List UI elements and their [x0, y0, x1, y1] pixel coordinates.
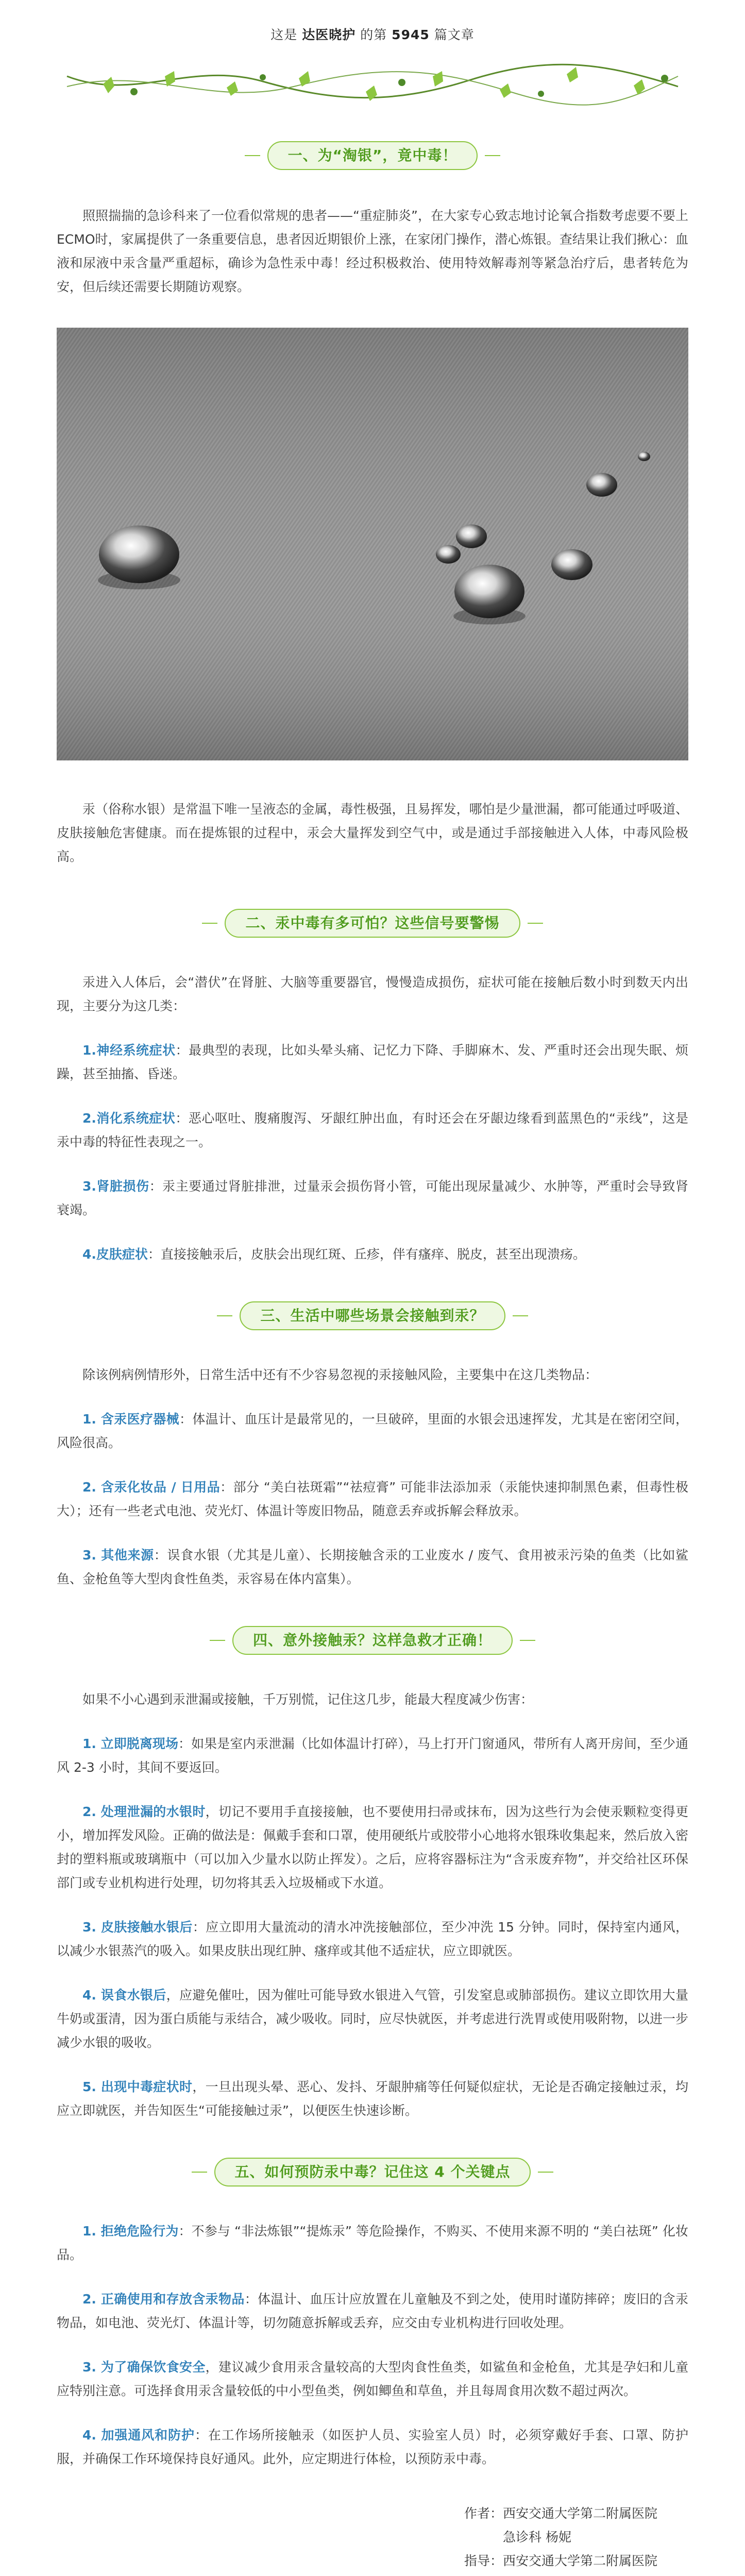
section-5-item-4: 4. 加强通风和防护：在工作场所接触汞（如医护人员、实验室人员）时，必须穿戴好手套、口罩、防护服，并确保工作环境保持良好通风。此外，应定期进行体检，以预防汞中毒。: [57, 2428, 688, 2466]
section-5-heading: 五、如何预防汞中毒？记住这 4 个关键点: [214, 2158, 531, 2187]
section-1-title: [57, 137, 688, 174]
section-2-item-2: 2.消化系统症状：恶心呕吐、腹痛腹泻、牙龈红肿出血，有时还会在牙龈边缘看到蓝黑色的“汞线”，这是汞中毒的特征性表现之一。: [57, 1111, 688, 1149]
credit-row: 急诊科 杨妮: [503, 2530, 571, 2545]
section-4-item-3: 3. 皮肤接触水银后：应立即用大量流动的清水冲洗接触部位，至少冲洗 15 分钟。同时，保持室内通风，以减少水银蒸汽的吸入。如果皮肤出现红肿、瘙痒或其他不适症状，应立即就医。: [57, 1920, 688, 1958]
section-4-item-5: 5. 出现中毒症状时，一旦出现头晕、恶心、发抖、牙龈肿痛等任何疑似症状，无论是否确定接触过汞，均应立即就医，并告知医生“可能接触过汞”，以便医生快速诊断。: [57, 2079, 688, 2118]
section-2-item-3: 3.肾脏损伤：汞主要通过肾脏排泄，过量汞会损伤肾小管，可能出现尿量减少、水肿等，严重时会导致肾衰竭。: [57, 1179, 688, 1217]
section-4-item-1: 1. 立即脱离现场：如果是室内汞泄漏（比如体温计打碎），马上打开门窗通风，带所有人离开房间，至少通风 2-3 小时，其间不要返回。: [57, 1736, 688, 1775]
section-5-item-3: 3. 为了确保饮食安全，建议减少食用汞含量较高的大型肉食性鱼类，如鲨鱼和金枪鱼，尤其是孕妇和儿童应特别注意。可选择食用汞含量较低的中小型鱼类，例如鲫鱼和草鱼，并且每周食用次数不超过两次。: [57, 2360, 688, 2398]
section-5-item-2: 2. 正确使用和存放含汞物品：体温计、血压计应放置在儿童触及不到之处，使用时谨防摔碎；废旧的含汞物品，如电池、荧光灯、体温计等，切勿随意拆解或丢弃，应交由专业机构进行回收处理。: [57, 2292, 688, 2330]
section-2: [57, 905, 688, 1266]
title-dot-right: [485, 155, 500, 156]
section-1: [57, 137, 688, 869]
account-name: 达医晓护: [302, 27, 356, 42]
section-3-intro: 除该例病例情形外，日常生活中还有不少容易忽视的汞接触风险，主要集中在这几类物品：: [82, 1367, 598, 1382]
section-4-item-4: 4. 误食水银后，应避免催吐，因为催吐可能导致水银进入气管，引发窒息或肺部损伤。建议立即饮用大量牛奶或蛋清，因为蛋白质能与汞结合，减少吸收。同时，应尽快就医，并考虑进行洗胃或使用吸附物，以进一步减少水银的吸收。: [57, 1988, 688, 2050]
section-2-title: [57, 905, 688, 942]
section-3-title: [57, 1297, 688, 1334]
section-3-heading: 三、生活中哪些场景会接触到汞？: [240, 1301, 505, 1330]
section-3-item-1: 1. 含汞医疗器械：体温计、血压计是最常见的，一旦破碎，里面的水银会迅速挥发，尤其是在密闭空间，风险很高。: [57, 1412, 688, 1450]
section-3-item-3: 3. 其他来源：误食水银（尤其是儿童）、长期接触含汞的工业废水 / 废气、食用被汞污染的鱼类（比如鲨鱼、金枪鱼等大型肉食性鱼类，汞容易在体内富集）。: [57, 1548, 688, 1586]
section-4-title: [57, 1622, 688, 1659]
mercury-droplets-photo: [57, 328, 688, 760]
section-4-item-2: 2. 处理泄漏的水银时，切记不要用手直接接触，也不要使用扫帚或抹布，因为这些行为会使汞颗粒变得更小，增加挥发风险。正确的做法是：佩戴手套和口罩，使用硬纸片或胶带小心地将水银珠收集起来，然后放入密封的塑料瓶或玻璃瓶中（可以加入少量水以防止挥发）。之后，应将容器标注为“含汞废弃物”，并交给社区环保部门或专业机构进行处理，切勿将其丢入垃圾桶或下水道。: [57, 1804, 688, 1890]
section-1-paragraph: 照照揣揣的急诊科来了一位看似常规的患者——“重症肺炎”，在大家专心致志地讨论氧合指数考虑要不要上ECMO时，家属提供了一条重要信息，患者因近期银价上涨，在家闭门操作，潜心炼银。查结果让我们揪心：血液和尿液中汞含量严重超标，确诊为急性汞中毒！经过积极救治、使用特效解毒剂等紧急治疗后，患者转危为安，但后续还需要长期随访观察。: [57, 208, 688, 294]
article-count-line: 这是 达医晓护 的第 5945 篇文章: [270, 27, 475, 42]
section-2-item-1: 1.神经系统症状：最典型的表现，比如头晕头痛、记忆力下降、手脚麻木、发、严重时还会出现失眠、烦躁，甚至抽搐、昏迷。: [57, 1043, 688, 1081]
credit-row: 作者： 西安交通大学第二附属医院: [464, 2506, 658, 2521]
article-number: 5945: [392, 27, 430, 42]
section-4: [57, 1622, 688, 2123]
author-credits: [57, 2502, 688, 2576]
section-5-item-1: 1. 拒绝危险行为：不参与 “非法炼银”“提炼汞” 等危险操作，不购买、不使用来源不明的 “美白祛斑” 化妆品。: [57, 2224, 688, 2262]
section-2-heading: 二、汞中毒有多可怕？这些信号要警惕: [225, 909, 520, 938]
section-1-after-photo: 汞（俗称水银）是常温下唯一呈液态的金属，毒性极强，且易挥发，哪怕是少量泄漏，都可能通过呼吸道、皮肤接触危害健康。而在提炼银的过程中，汞会大量挥发到空气中，或是通过手部接触进入人体，中毒风险极高。: [57, 802, 688, 864]
section-1-heading: 一、为“淘银”，竟中毒！: [267, 141, 478, 170]
section-4-intro: 如果不小心遇到汞泄漏或接触，千万别慌，记住这几步，能最大程度减少伤害：: [82, 1692, 534, 1707]
section-2-intro: 汞进入人体后，会“潜伏”在肾脏、大脑等重要器官，慢慢造成损伤，症状可能在接触后数小时到数天内出现，主要分为这几类：: [57, 975, 688, 1013]
section-3: [57, 1297, 688, 1591]
section-4-heading: 四、意外接触汞？这样急救才正确！: [232, 1626, 513, 1655]
section-5-title: [57, 2154, 688, 2191]
credit-row: [57, 2573, 688, 2576]
title-dot-left: [245, 155, 260, 156]
section-3-item-2: 2. 含汞化妆品 / 日用品：部分 “美白祛斑霜”“祛痘膏” 可能非法添加汞（汞能快速抑制黑色素，但毒性极大）；还有一些老式电池、荧光灯、体温计等废旧物品，随意丢弃或拆解会释放汞。: [57, 1480, 688, 1518]
vine-divider-illustration: [57, 56, 688, 117]
section-2-item-4: 4.皮肤症状：直接接触汞后，皮肤会出现红斑、丘疹，伴有瘙痒、脱皮，甚至出现溃疡。: [82, 1247, 586, 1262]
section-5: [57, 2154, 688, 2471]
credit-row: 指导： 西安交通大学第二附属医院: [464, 2553, 658, 2568]
